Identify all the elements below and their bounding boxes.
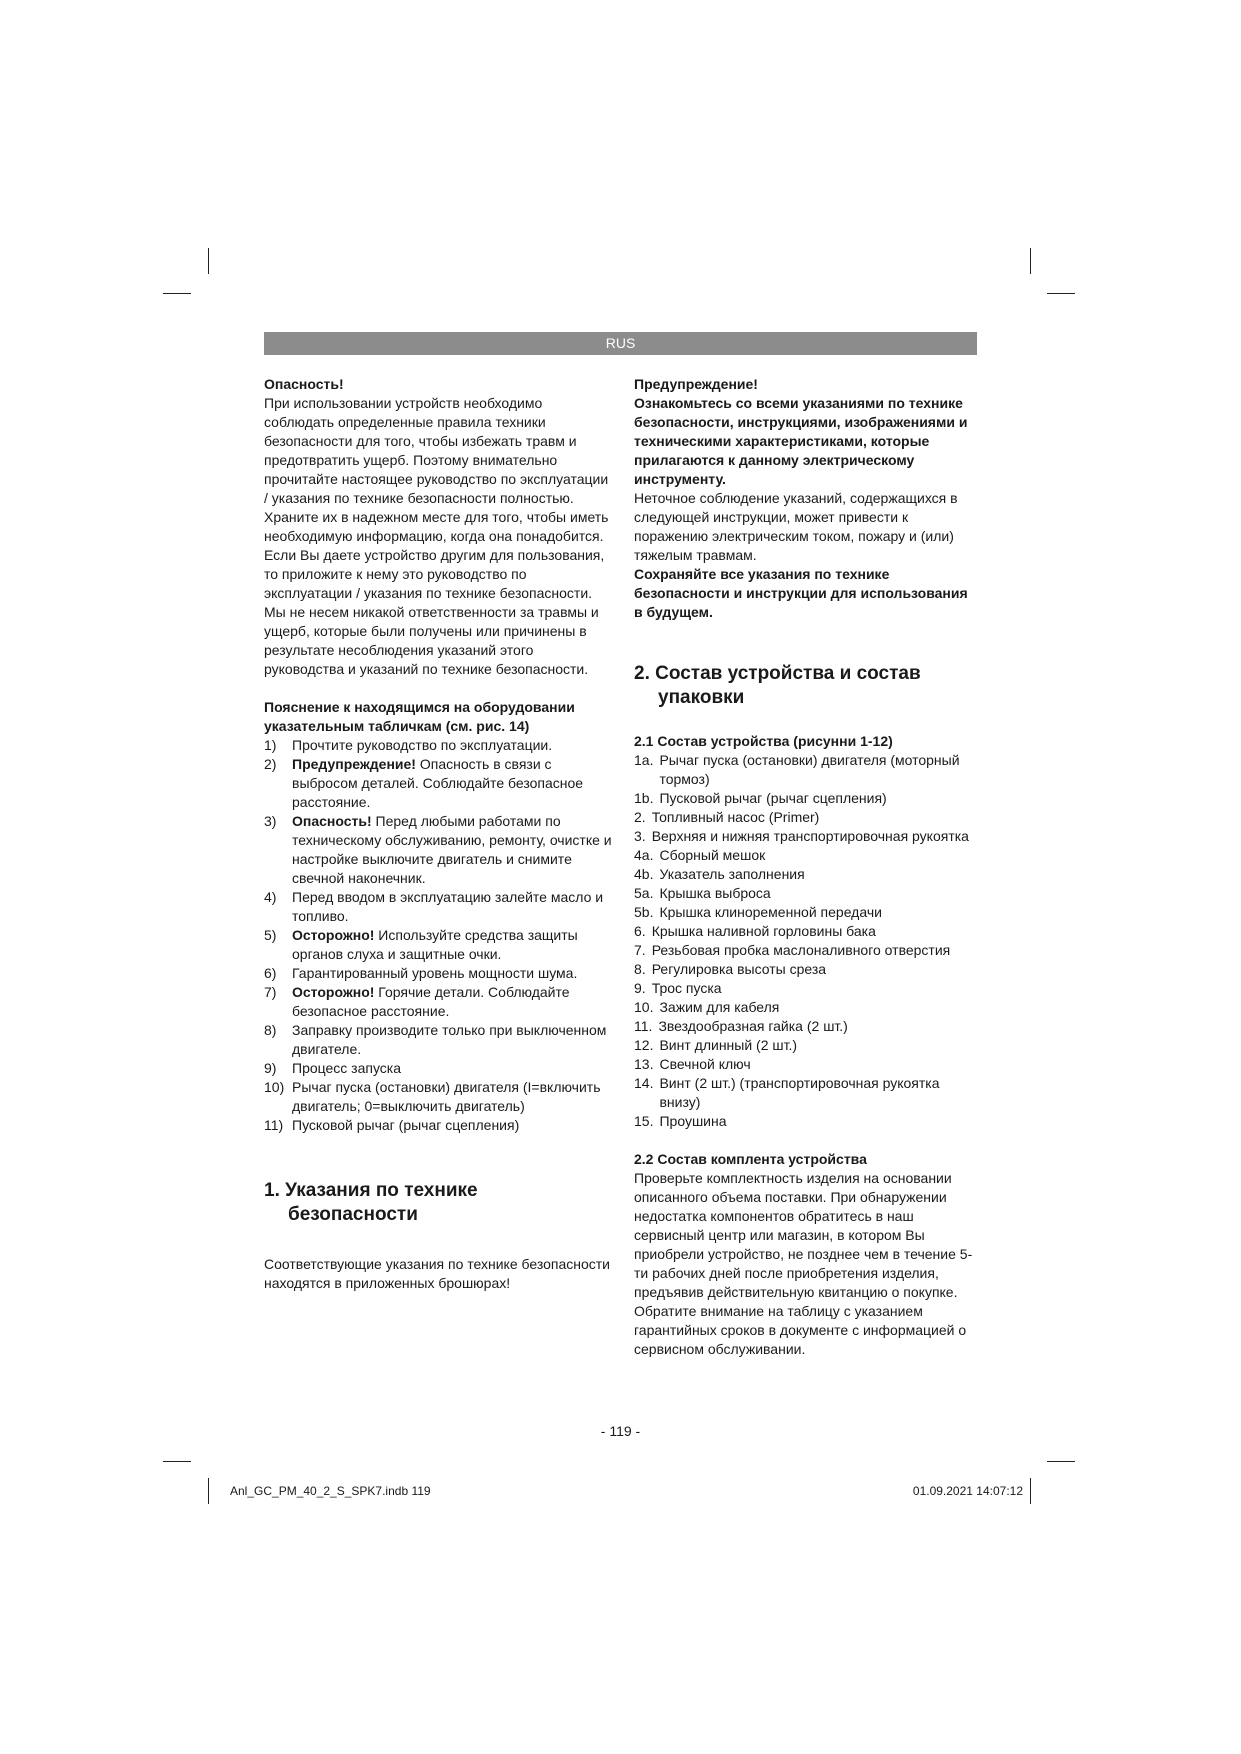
file-slug: Anl_GC_PM_40_2_S_SPK7.indb 119 [230,1484,431,1498]
part-name: Пусковой рычаг (рычаг сцепления) [659,790,887,806]
parts-list-item [634,1036,979,1055]
signs-list-item [264,1021,614,1059]
part-name: Крышка клиноременной передачи [659,904,882,920]
crop-mark-br-h [1047,1461,1075,1462]
signs-list-item [264,1059,614,1078]
part-name: Сборный мешок [659,847,766,863]
signs-item-body: Заправку производите только при выключенном двигателе. [292,1022,607,1057]
signs-item-body: Перед вводом в эксплуатацию залейте масло и топливо. [292,889,604,924]
part-number: 5a. [634,885,654,901]
parts-list-item [634,808,979,827]
parts-list-item [634,751,979,789]
signs-item-number: 7) [264,984,277,1000]
signs-item-number: 9) [264,1060,277,1076]
signs-item-body: Перед любыми работами по техническому обслуживанию, ремонту, очистке и настройке выключите двигатель и снимите свечной наконечник. [292,813,612,886]
part-name: Рычаг пуска (остановки) двигателя (моторный тормоз) [659,752,960,787]
section1-heading [264,1179,614,1227]
signs-item-emphasis: Осторожно! [292,927,375,943]
parts-list-item [634,884,979,903]
parts-list-item [634,789,979,808]
crop-mark-tl-h [163,293,191,294]
section1-title-line1: Указания по технике [285,1180,478,1201]
right-column [634,375,979,1359]
part-number: 6. [634,923,646,939]
part-number: 4b. [634,866,654,882]
parts-list-item [634,922,979,941]
signs-item-text [292,755,614,812]
part-number: 3. [634,828,646,844]
part-number: 2. [634,809,646,825]
signs-item-number: 3) [264,813,277,829]
part-name: Звездообразная гайка (2 шт.) [658,1018,848,1034]
signs-item-number: 2) [264,756,277,772]
signs-item-text [292,736,614,755]
signs-item-text [292,1078,614,1116]
warning-text: Неточное соблюдение указаний, содержащихся в следующей инструкции, может привести к поражению электрическим током, пожару и (или) тяжелым травмам. [634,490,958,563]
parts-list-item [634,941,979,960]
part-name: Свечной ключ [659,1056,751,1072]
signs-list-item [264,964,614,983]
part-number: 11. [634,1018,653,1034]
signs-item-number: 5) [264,927,277,943]
warning-bold-text: Ознакомьтесь со всеми указаниями по технике безопасности, инструкциями, изображениями и техническими характеристиками, которые прилагаются к данному электрическому инструменту. [634,395,968,487]
crop-mark-bl-h [163,1461,191,1462]
date-slug: 01.09.2021 14:07:12 [912,1484,1023,1498]
signs-item-text [292,926,614,964]
signs-item-text [292,964,614,983]
warning-bold-text-2: Сохраняйте все указания по технике безопасности и инструкции для использования в будущем. [634,566,968,620]
parts-list [634,751,979,1131]
signs-item-emphasis: Осторожно! [292,984,375,1000]
part-number: 14. [634,1075,654,1091]
signs-item-number: 4) [264,889,277,905]
part-number: 15. [634,1113,654,1129]
part-name: Крышка наливной горловины бака [651,923,876,939]
signs-list-item [264,926,614,964]
part-name: Крышка выброса [659,885,771,901]
subsection-2-1-title: 2.1 Состав устройства (рисунни 1-12) [634,733,893,749]
part-number: 1a. [634,752,654,768]
left-column [264,375,614,1293]
signs-item-body: Процесс запуска [292,1060,402,1076]
signs-item-text [292,1116,614,1135]
language-header-bar [264,332,977,355]
part-number: 5b. [634,904,654,920]
part-number: 7. [634,942,646,958]
page-number: - 119 - [600,1423,641,1439]
crop-mark-br-v [1030,1478,1031,1504]
signs-list-item [264,755,614,812]
section2-title-line1: Состав устройства и состав [655,663,921,684]
signs-list-item [264,1078,614,1116]
warning-title: Предупреждение! [634,376,758,392]
signs-item-text [292,812,614,888]
signs-item-body: Используйте средства защиты органов слуха и защитные очки. [292,927,578,962]
crop-mark-tl-v [208,248,209,274]
signs-item-number: 6) [264,965,277,981]
signs-item-number: 8) [264,1022,277,1038]
danger-title: Опасность! [264,376,344,392]
part-name: Топливный насос (Primer) [651,809,820,825]
signs-item-body: Рычаг пуска (остановки) двигателя (I=включить двигатель; 0=выключить двигатель) [292,1079,601,1114]
crop-mark-tr-v [1030,248,1031,274]
subsection-2-2-text: Проверьте комплектность изделия на основании описанного объема поставки. При обнаружении недостатка компонентов обратитесь в наш сервисный центр или магазин, в котором Вы приобрели устройство, не позднее чем в течение 5-ти рабочих дней после приобретения изделия, предъявив действительную квитанцию о покупке. Обратите внимание на таблицу с указанием гарантийных сроков в документе с информацией о сервисном обслуживании. [634,1170,973,1357]
part-name: Регулировка высоты среза [651,961,827,977]
parts-list-item [634,960,979,979]
signs-item-emphasis: Опасность! [292,813,372,829]
signs-item-number: 1) [264,737,277,753]
signs-list-item [264,812,614,888]
parts-list-item [634,998,979,1017]
section1-text: Соответствующие указания по технике безопасности находятся в приложенных брошюрах! [264,1256,610,1291]
signs-list [264,736,614,1135]
part-name: Трос пуска [651,980,722,996]
section1-title-line2: безопасности [288,1204,418,1225]
signs-title: Пояснение к находящимся на оборудовании указательным табличкам (см. рис. 14) [264,699,575,734]
part-number: 4a. [634,847,654,863]
part-name: Зажим для кабеля [659,999,780,1015]
part-name: Винт длинный (2 шт.) [659,1037,798,1053]
danger-text: При использовании устройств необходимо соблюдать определенные правила техники безопасности для того, чтобы избежать травм и предотвратить ущерб. Поэтому внимательно прочитайте настоящее руководство по эксплуатации / указания по технике безопасности полностью. Храните их в надежном месте для того, чтобы иметь необходимую информацию, когда она понадобится. Если Вы даете устройство другим для пользования, то приложите к нему это руководство по эксплуатации / указания по технике безопасности. Мы не несем никакой ответственности за травмы и ущерб, которые были получены или причинены в результате несоблюдения указаний этого руководства и указаний по технике безопасности. [264,395,609,677]
parts-list-item [634,903,979,922]
parts-list-item [634,846,979,865]
part-number: 8. [634,961,646,977]
signs-list-item [264,736,614,755]
section2-heading [634,662,979,710]
crop-mark-bl-v [208,1478,209,1504]
language-label: RUS [605,335,636,351]
parts-list-item [634,1055,979,1074]
signs-item-text [292,983,614,1021]
part-number: 13. [634,1056,654,1072]
part-name: Винт (2 шт.) (транспортировочная рукоятка внизу) [659,1075,940,1110]
signs-item-text [292,1021,614,1059]
signs-item-number: 10) [264,1079,285,1095]
signs-item-text [292,888,614,926]
parts-list-item [634,1017,979,1036]
signs-item-body: Опасность в связи с выбросом деталей. Соблюдайте безопасное расстояние. [292,756,584,810]
section2-title-line2: упаковки [658,687,745,708]
part-name: Резьбовая пробка маслоналивного отверстия [651,942,951,958]
signs-list-item [264,983,614,1021]
section2-number: 2. [634,663,650,684]
part-number: 1b. [634,790,654,806]
signs-item-text [292,1059,614,1078]
signs-item-body: Горячие детали. Соблюдайте безопасное расстояние. [292,984,570,1019]
signs-item-number: 11) [264,1117,284,1133]
part-name: Указатель заполнения [659,866,805,882]
part-name: Проушина [659,1113,727,1129]
part-number: 9. [634,980,646,996]
part-number: 12. [634,1037,654,1053]
signs-item-body: Пусковой рычаг (рычаг сцепления) [292,1117,520,1133]
subsection-2-2-title: 2.2 Состав комплента устройства [634,1151,867,1167]
signs-list-item [264,1116,614,1135]
signs-item-body: Гарантированный уровень мощности шума. [292,965,578,981]
crop-mark-tr-h [1047,293,1075,294]
parts-list-item [634,827,979,846]
parts-list-item [634,865,979,884]
parts-list-item [634,979,979,998]
signs-list-item [264,888,614,926]
signs-item-emphasis: Предупреждение! [292,756,416,772]
parts-list-item [634,1112,979,1131]
signs-item-body: Прочтите руководство по эксплуатации. [292,737,553,753]
parts-list-item [634,1074,979,1112]
part-name: Верхняя и нижняя транспортировочная рукоятка [651,828,969,844]
section1-number: 1. [264,1180,280,1201]
part-number: 10. [634,999,654,1015]
